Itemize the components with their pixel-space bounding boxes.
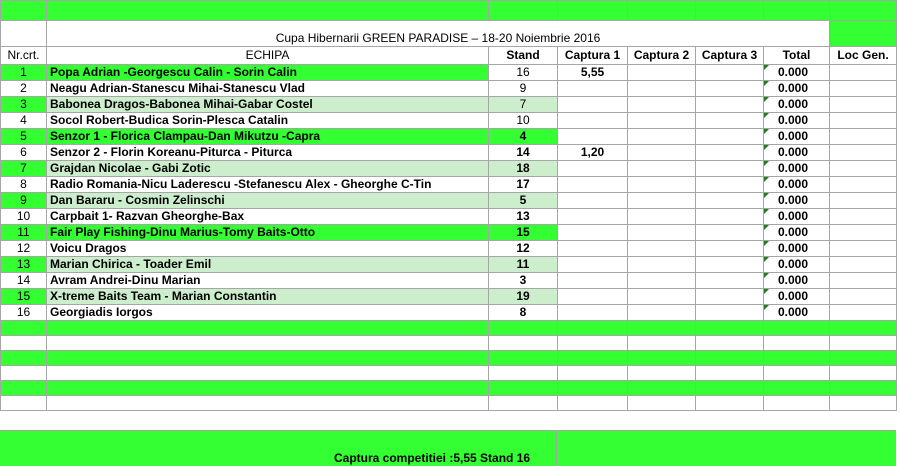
cell[interactable] — [47, 381, 489, 396]
loc-gen[interactable] — [830, 289, 897, 305]
captura-1[interactable] — [558, 209, 628, 225]
team-name[interactable]: Fair Play Fishing-Dinu Marius-Tomy Baits-Otto — [47, 225, 489, 241]
loc-gen[interactable] — [830, 81, 897, 97]
captura-3[interactable] — [696, 209, 764, 225]
table-row — [1, 145, 897, 161]
team-name[interactable]: Popa Adrian -Georgescu Calin - Sorin Calin — [47, 65, 489, 81]
loc-gen[interactable] — [830, 177, 897, 193]
loc-gen[interactable] — [830, 193, 897, 209]
captura-3[interactable] — [696, 241, 764, 257]
total[interactable]: 0.000 — [764, 129, 830, 145]
cell[interactable] — [558, 336, 628, 351]
stand-number[interactable]: 5 — [489, 193, 558, 209]
captura-1[interactable] — [558, 273, 628, 289]
captura-1[interactable] — [558, 113, 628, 129]
cell[interactable] — [764, 321, 830, 336]
captura-1[interactable] — [558, 129, 628, 145]
row-number[interactable]: 4 — [1, 113, 47, 129]
captura-2[interactable] — [628, 81, 696, 97]
cell[interactable] — [696, 336, 764, 351]
cell[interactable] — [696, 351, 764, 366]
loc-gen[interactable] — [830, 225, 897, 241]
total[interactable]: 0.000 — [764, 177, 830, 193]
footer-gridline — [556, 431, 557, 466]
total[interactable]: 0.000 — [764, 65, 830, 81]
captura-3[interactable] — [696, 177, 764, 193]
cell[interactable] — [1, 381, 47, 396]
stand-number[interactable]: 11 — [489, 257, 558, 273]
table-row — [1, 209, 897, 225]
cell[interactable] — [489, 396, 558, 411]
captura-3[interactable] — [696, 161, 764, 177]
loc-gen[interactable] — [830, 65, 897, 81]
cell[interactable] — [628, 336, 696, 351]
cell[interactable] — [696, 366, 764, 381]
captura-3[interactable] — [696, 273, 764, 289]
cell[interactable] — [558, 321, 628, 336]
header-row — [1, 47, 897, 65]
cell[interactable] — [764, 366, 830, 381]
team-name[interactable]: Avram Andrei-Dinu Marian — [47, 273, 489, 289]
table-row — [1, 97, 897, 113]
loc-gen[interactable] — [830, 113, 897, 129]
captura-3[interactable] — [696, 193, 764, 209]
row-number[interactable]: 1 — [1, 65, 47, 81]
row-number[interactable]: 3 — [1, 97, 47, 113]
table-row — [1, 257, 897, 273]
row-number[interactable]: 2 — [1, 81, 47, 97]
total[interactable]: 0.000 — [764, 289, 830, 305]
captura-3[interactable] — [696, 129, 764, 145]
captura-3[interactable] — [696, 225, 764, 241]
team-name[interactable]: Neagu Adrian-Stanescu Mihai-Stanescu Vlad — [47, 81, 489, 97]
captura-2[interactable] — [628, 65, 696, 81]
top-green-row — [1, 1, 897, 21]
table-row — [1, 193, 897, 209]
cell[interactable] — [628, 351, 696, 366]
row-number[interactable]: 8 — [1, 177, 47, 193]
cell[interactable] — [830, 381, 897, 396]
cell[interactable] — [764, 396, 830, 411]
team-name[interactable]: Dan Bararu - Cosmin Zelinschi — [47, 193, 489, 209]
cell[interactable] — [628, 381, 696, 396]
cell[interactable] — [764, 351, 830, 366]
cell[interactable] — [764, 381, 830, 396]
cell[interactable] — [696, 1, 764, 21]
cell[interactable] — [489, 351, 558, 366]
cell[interactable] — [1, 321, 47, 336]
cell[interactable] — [1, 396, 47, 411]
captura-3[interactable] — [696, 113, 764, 129]
captura-2[interactable] — [628, 113, 696, 129]
loc-gen[interactable] — [830, 161, 897, 177]
team-name[interactable]: Radio Romania-Nicu Laderescu -Stefanescu Alex - Gheorghe C-Tin — [47, 177, 489, 193]
cell[interactable] — [47, 336, 489, 351]
team-name[interactable]: Voicu Dragos — [47, 241, 489, 257]
team-name[interactable]: Babonea Dragos-Babonea Mihai-Gabar Costel — [47, 97, 489, 113]
captura-2[interactable] — [628, 145, 696, 161]
cell[interactable] — [558, 396, 628, 411]
total[interactable]: 0.000 — [764, 225, 830, 241]
captura-2[interactable] — [628, 97, 696, 113]
loc-gen[interactable] — [830, 97, 897, 113]
table-row — [1, 161, 897, 177]
captura-1[interactable] — [558, 289, 628, 305]
empty-row — [1, 321, 897, 336]
stand-number[interactable]: 15 — [489, 225, 558, 241]
captura-3[interactable] — [696, 145, 764, 161]
row-number[interactable]: 14 — [1, 273, 47, 289]
loc-gen[interactable] — [830, 273, 897, 289]
cell[interactable] — [830, 351, 897, 366]
stand-number[interactable]: 8 — [489, 305, 558, 321]
cell[interactable] — [489, 336, 558, 351]
cell[interactable] — [764, 1, 830, 21]
captura-1[interactable] — [558, 161, 628, 177]
header-loc-gen[interactable]: Loc Gen. — [830, 47, 897, 65]
total[interactable]: 0.000 — [764, 97, 830, 113]
empty-row — [1, 381, 897, 396]
row-number[interactable]: 15 — [1, 289, 47, 305]
stand-number[interactable]: 19 — [489, 289, 558, 305]
sheet-title[interactable]: Cupa Hibernarii GREEN PARADISE – 18-20 Noiembrie 2016 — [47, 21, 830, 47]
cell[interactable] — [47, 351, 489, 366]
stand-number[interactable]: 4 — [489, 129, 558, 145]
total[interactable]: 0.000 — [764, 81, 830, 97]
header-captura-1[interactable]: Captura 1 — [558, 47, 628, 65]
captura-1[interactable]: 1,20 — [558, 145, 628, 161]
cell[interactable] — [47, 321, 489, 336]
cell[interactable] — [696, 321, 764, 336]
team-name[interactable]: X-treme Baits Team - Marian Constantin — [47, 289, 489, 305]
cell[interactable] — [628, 1, 696, 21]
captura-3[interactable] — [696, 65, 764, 81]
header-echipa[interactable]: ECHIPA — [47, 47, 489, 65]
team-name[interactable]: Carpbait 1- Razvan Gheorghe-Bax — [47, 209, 489, 225]
captura-1[interactable] — [558, 193, 628, 209]
header-captura-2[interactable]: Captura 2 — [628, 47, 696, 65]
loc-gen[interactable] — [830, 129, 897, 145]
total[interactable]: 0.000 — [764, 305, 830, 321]
captura-2[interactable] — [628, 225, 696, 241]
total[interactable]: 0.000 — [764, 161, 830, 177]
cell[interactable] — [1, 21, 47, 47]
table-row — [1, 113, 897, 129]
captura-2[interactable] — [628, 241, 696, 257]
total[interactable]: 0.000 — [764, 257, 830, 273]
row-number[interactable]: 16 — [1, 305, 47, 321]
row-number[interactable]: 5 — [1, 129, 47, 145]
table-row — [1, 129, 897, 145]
captura-1[interactable] — [558, 225, 628, 241]
team-name[interactable]: Senzor 1 - Florica Clampau-Dan Mikutzu -Capra — [47, 129, 489, 145]
header-stand[interactable]: Stand — [489, 47, 558, 65]
team-name[interactable]: Senzor 2 - Florin Koreanu-Piturca - Piturca — [47, 145, 489, 161]
cell[interactable] — [1, 336, 47, 351]
stand-number[interactable]: 9 — [489, 81, 558, 97]
captura-3[interactable] — [696, 97, 764, 113]
cell[interactable] — [47, 366, 489, 381]
title-row — [1, 21, 897, 47]
row-number[interactable]: 7 — [1, 161, 47, 177]
cell[interactable] — [628, 396, 696, 411]
total[interactable]: 0.000 — [764, 113, 830, 129]
team-name[interactable]: Grajdan Nicolae - Gabi Zotic — [47, 161, 489, 177]
cell[interactable] — [558, 1, 628, 21]
loc-gen[interactable] — [830, 145, 897, 161]
cell[interactable] — [1, 1, 47, 21]
loc-gen[interactable] — [830, 241, 897, 257]
captura-1[interactable] — [558, 257, 628, 273]
stand-number[interactable]: 18 — [489, 161, 558, 177]
cell[interactable] — [696, 396, 764, 411]
captura-2[interactable] — [628, 161, 696, 177]
captura-1[interactable] — [558, 97, 628, 113]
stand-number[interactable]: 17 — [489, 177, 558, 193]
table-row — [1, 305, 897, 321]
cell[interactable] — [558, 351, 628, 366]
team-name[interactable]: Marian Chirica - Toader Emil — [47, 257, 489, 273]
row-number[interactable]: 9 — [1, 193, 47, 209]
loc-gen[interactable] — [830, 257, 897, 273]
header-nr[interactable]: Nr.crt. — [1, 47, 47, 65]
total[interactable]: 0.000 — [764, 145, 830, 161]
empty-row — [1, 351, 897, 366]
captura-2[interactable] — [628, 305, 696, 321]
cell[interactable] — [830, 366, 897, 381]
captura-2[interactable] — [628, 193, 696, 209]
captura-1[interactable] — [558, 241, 628, 257]
table-row — [1, 289, 897, 305]
cell[interactable] — [489, 381, 558, 396]
cell[interactable] — [1, 366, 47, 381]
team-name[interactable]: Georgiadis Iorgos — [47, 305, 489, 321]
empty-row — [1, 336, 897, 351]
cell[interactable] — [558, 366, 628, 381]
captura-1[interactable] — [558, 305, 628, 321]
cell[interactable] — [628, 321, 696, 336]
stand-number[interactable]: 10 — [489, 113, 558, 129]
cell[interactable] — [558, 381, 628, 396]
empty-row — [1, 366, 897, 381]
row-number[interactable]: 12 — [1, 241, 47, 257]
empty-row — [1, 396, 897, 411]
cell[interactable] — [489, 366, 558, 381]
captura-2[interactable] — [628, 177, 696, 193]
team-name[interactable]: Socol Robert-Budica Sorin-Plesca Catalin — [47, 113, 489, 129]
stand-number[interactable]: 14 — [489, 145, 558, 161]
header-captura-3[interactable]: Captura 3 — [696, 47, 764, 65]
competition-capture-summary[interactable]: Captura competitiei :5,55 Stand 16 — [334, 451, 531, 465]
loc-gen[interactable] — [830, 305, 897, 321]
total[interactable]: 0.000 — [764, 193, 830, 209]
captura-3[interactable] — [696, 289, 764, 305]
cell[interactable] — [47, 1, 489, 21]
captura-3[interactable] — [696, 305, 764, 321]
total[interactable]: 0.000 — [764, 241, 830, 257]
loc-gen[interactable] — [830, 209, 897, 225]
cell[interactable] — [628, 366, 696, 381]
captura-2[interactable] — [628, 209, 696, 225]
cell[interactable] — [1, 351, 47, 366]
table-row — [1, 65, 897, 81]
table-row — [1, 241, 897, 257]
header-total[interactable]: Total — [764, 47, 830, 65]
stand-number[interactable]: 7 — [489, 97, 558, 113]
cell[interactable] — [489, 1, 558, 21]
cell[interactable] — [696, 381, 764, 396]
captura-1[interactable] — [558, 81, 628, 97]
captura-1[interactable]: 5,55 — [558, 65, 628, 81]
stand-number[interactable]: 3 — [489, 273, 558, 289]
table-row — [1, 225, 897, 241]
total[interactable]: 0.000 — [764, 209, 830, 225]
captura-1[interactable] — [558, 177, 628, 193]
cell[interactable] — [830, 336, 897, 351]
cell[interactable] — [830, 321, 897, 336]
captura-2[interactable] — [628, 257, 696, 273]
stand-number[interactable]: 16 — [489, 65, 558, 81]
row-number[interactable]: 6 — [1, 145, 47, 161]
cell[interactable] — [830, 396, 897, 411]
captura-2[interactable] — [628, 289, 696, 305]
row-number[interactable]: 13 — [1, 257, 47, 273]
cell[interactable] — [830, 1, 897, 21]
row-number[interactable]: 11 — [1, 225, 47, 241]
captura-2[interactable] — [628, 129, 696, 145]
cell[interactable] — [830, 21, 897, 47]
cell[interactable] — [764, 336, 830, 351]
table-row — [1, 273, 897, 289]
stand-number[interactable]: 13 — [489, 209, 558, 225]
captura-3[interactable] — [696, 81, 764, 97]
total[interactable]: 0.000 — [764, 273, 830, 289]
row-number[interactable]: 10 — [1, 209, 47, 225]
cell[interactable] — [489, 321, 558, 336]
footer-band — [0, 430, 896, 466]
cell[interactable] — [47, 396, 489, 411]
stand-number[interactable]: 12 — [489, 241, 558, 257]
table-row — [1, 177, 897, 193]
table-row — [1, 81, 897, 97]
captura-3[interactable] — [696, 257, 764, 273]
captura-2[interactable] — [628, 273, 696, 289]
